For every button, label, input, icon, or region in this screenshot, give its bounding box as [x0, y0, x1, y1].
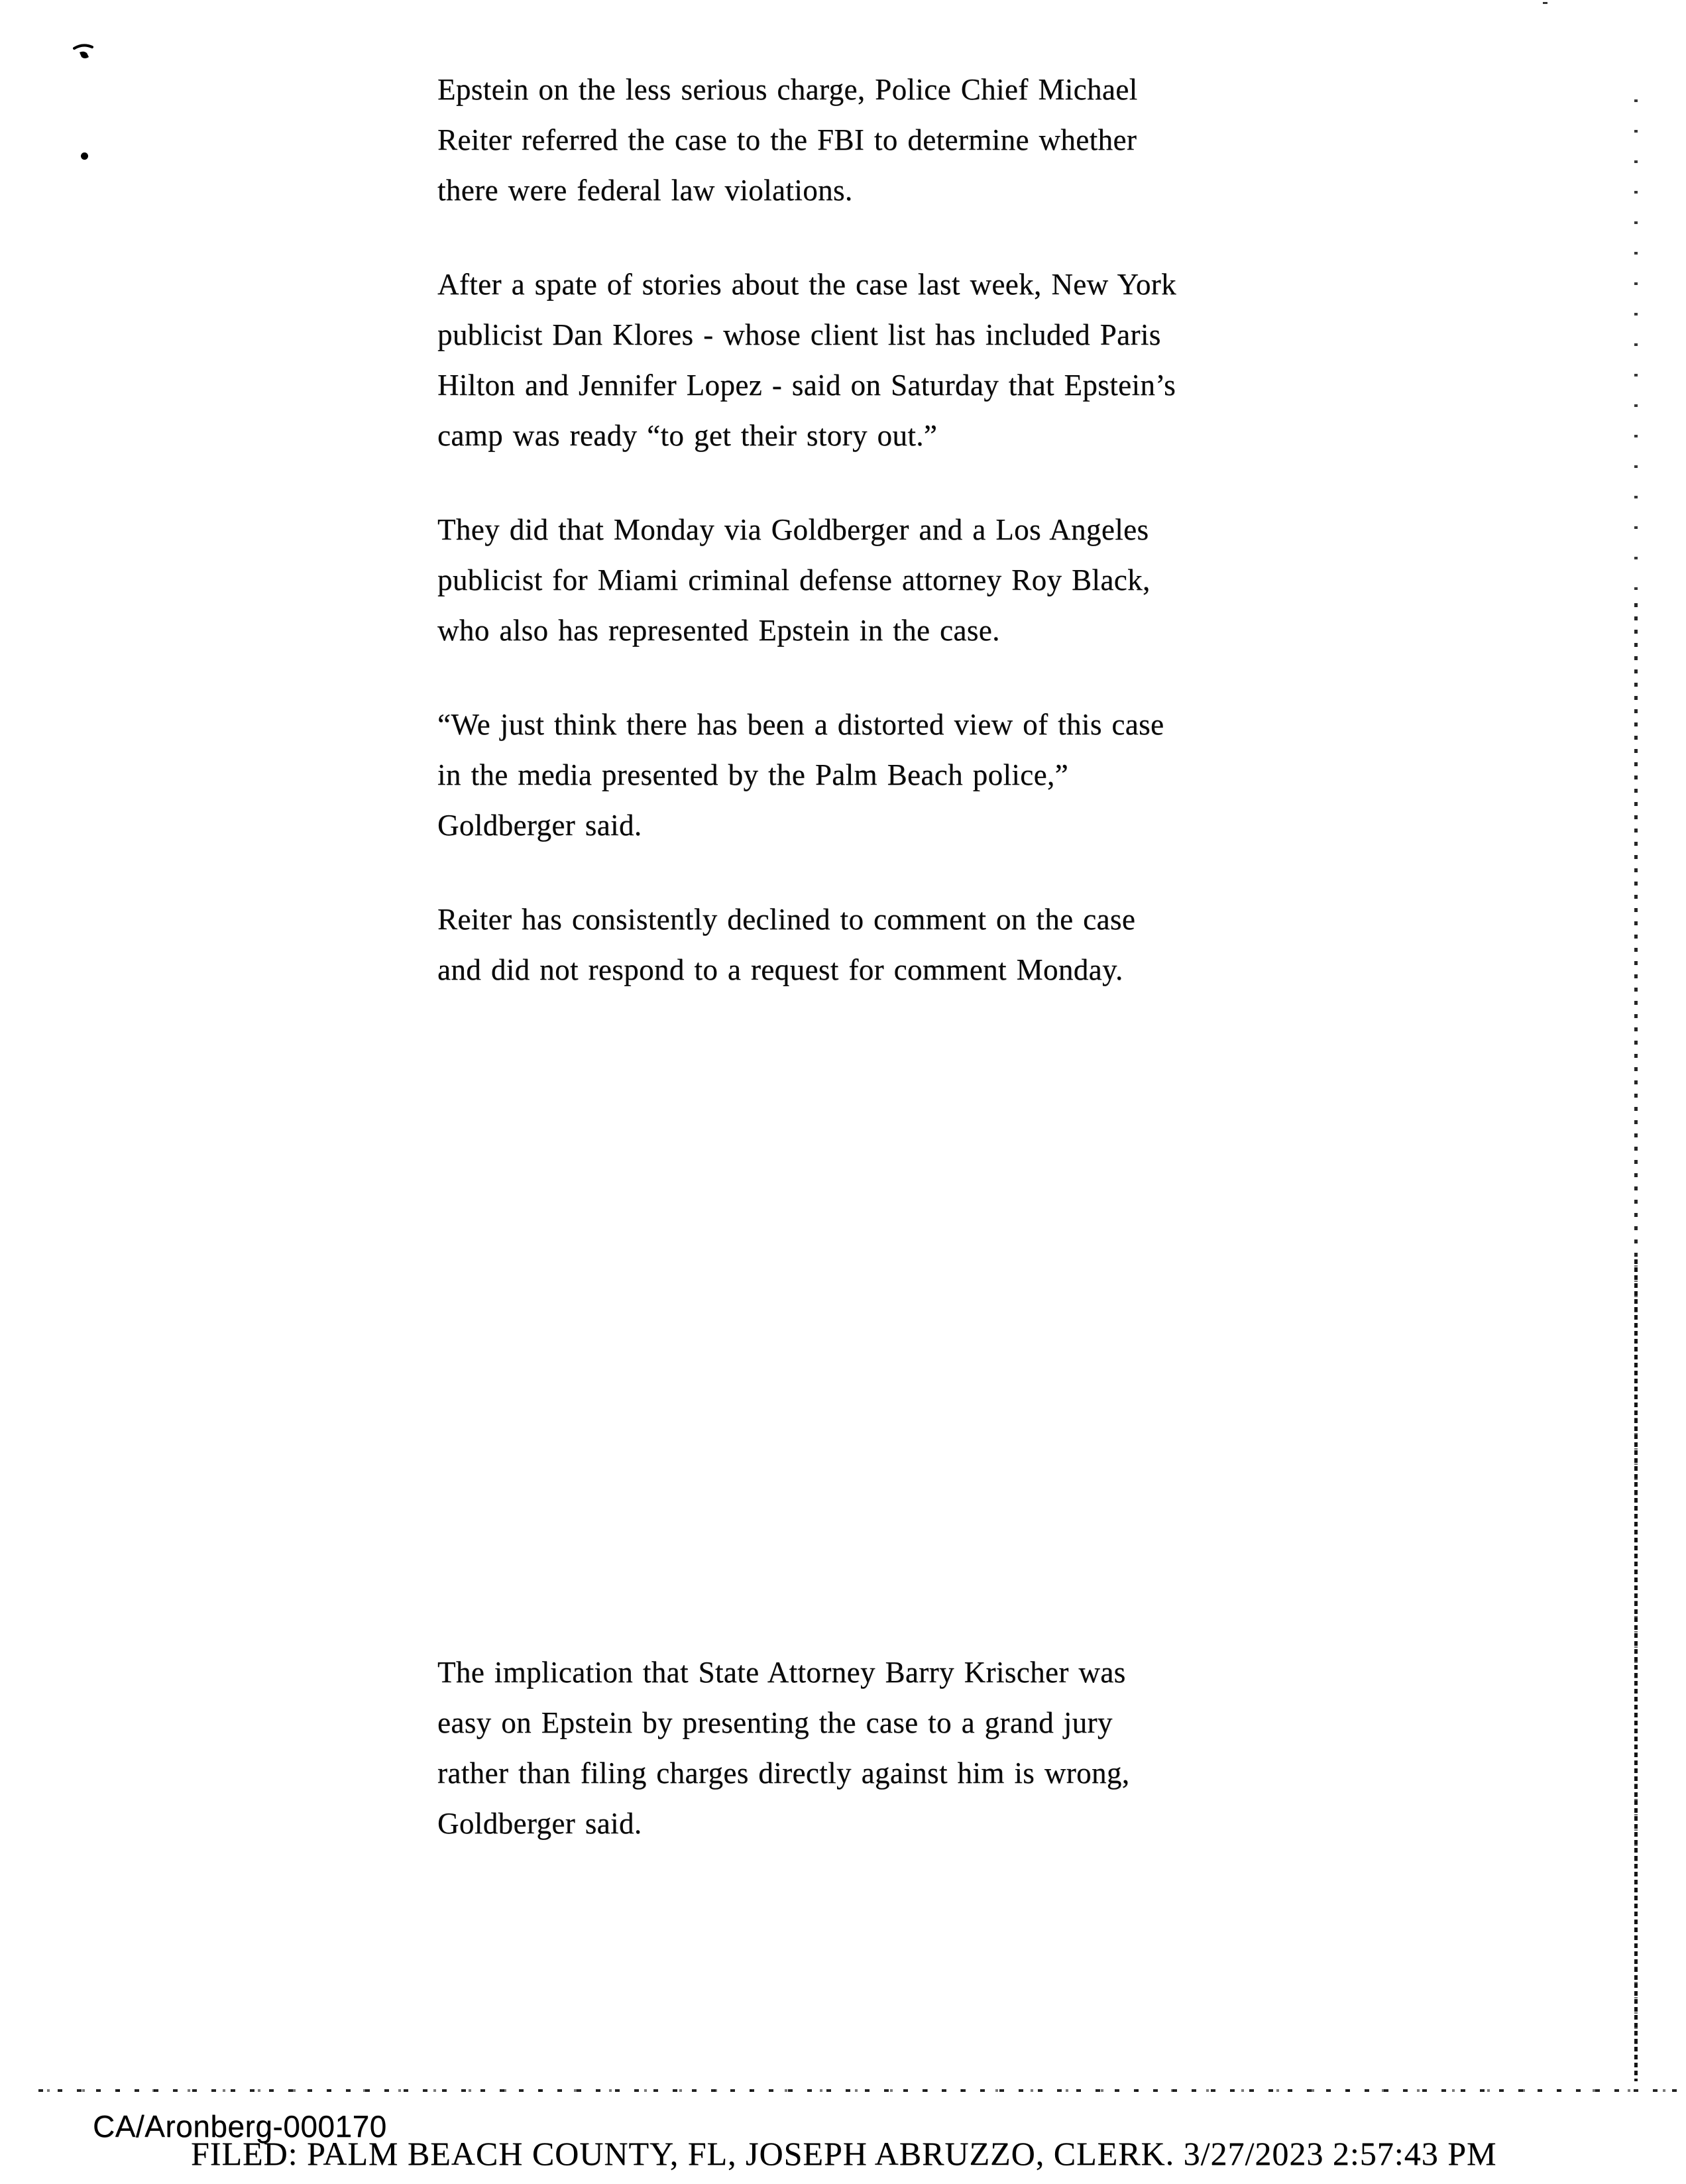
text-line: there were federal law violations. — [437, 174, 853, 207]
paragraph — [437, 64, 1259, 215]
text-line: Goldberger said. — [437, 809, 642, 842]
text-line: who also has represented Epstein in the case. — [437, 614, 1000, 647]
ink-squiggle-mark — [73, 42, 94, 61]
text-line: Reiter has consistently declined to comment on the case — [437, 903, 1136, 936]
paragraph — [437, 504, 1259, 656]
text-line: publicist for Miami criminal defense attorney Roy Black, — [437, 563, 1151, 597]
text-line: Hilton and Jennifer Lopez - said on Saturday that Epstein’s — [437, 369, 1176, 402]
text-line: publicist Dan Klores - whose client list has included Paris — [437, 318, 1161, 351]
text-line: After a spate of stories about the case last week, New York — [437, 268, 1177, 301]
filing-stamp: FILED: PALM BEACH COUNTY, FL, JOSEPH ABRUZZO, CLERK. 3/27/2023 2:57:43 PM — [191, 2135, 1497, 2172]
scan-noise-vline — [1634, 603, 1638, 1259]
text-line: They did that Monday via Goldberger and a Los Angeles — [437, 513, 1149, 546]
text-line: camp was ready “to get their story out.” — [437, 419, 938, 452]
text-line: The implication that State Attorney Barry Krischer was — [437, 1656, 1126, 1689]
text-line: Reiter referred the case to the FBI to determine whether — [437, 123, 1137, 156]
text-line: and did not respond to a request for comment Monday. — [437, 953, 1123, 986]
paragraph — [437, 259, 1259, 461]
scan-noise-hline — [38, 2089, 1679, 2092]
paragraph — [437, 699, 1259, 850]
scan-noise-vline — [1634, 99, 1638, 603]
text-line: easy on Epstein by presenting the case to a grand jury — [437, 1706, 1113, 1739]
text-line: Epstein on the less serious charge, Police Chief Michael — [437, 73, 1138, 106]
text-line: in the media presented by the Palm Beach police,” — [437, 758, 1069, 791]
text-line: Goldberger said. — [437, 1807, 642, 1840]
ink-dot-mark — [81, 152, 88, 160]
ink-fleck — [1543, 2, 1547, 4]
paragraph — [437, 894, 1259, 995]
document-text-column — [437, 64, 1259, 1849]
bates-number: CA/Aronberg-000170 — [93, 2109, 387, 2144]
scan-noise-vline — [1634, 1259, 1638, 2081]
paragraph — [437, 1647, 1259, 1849]
text-line: rather than filing charges directly against him is wrong, — [437, 1756, 1130, 1790]
text-line: “We just think there has been a distorted view of this case — [437, 708, 1164, 741]
